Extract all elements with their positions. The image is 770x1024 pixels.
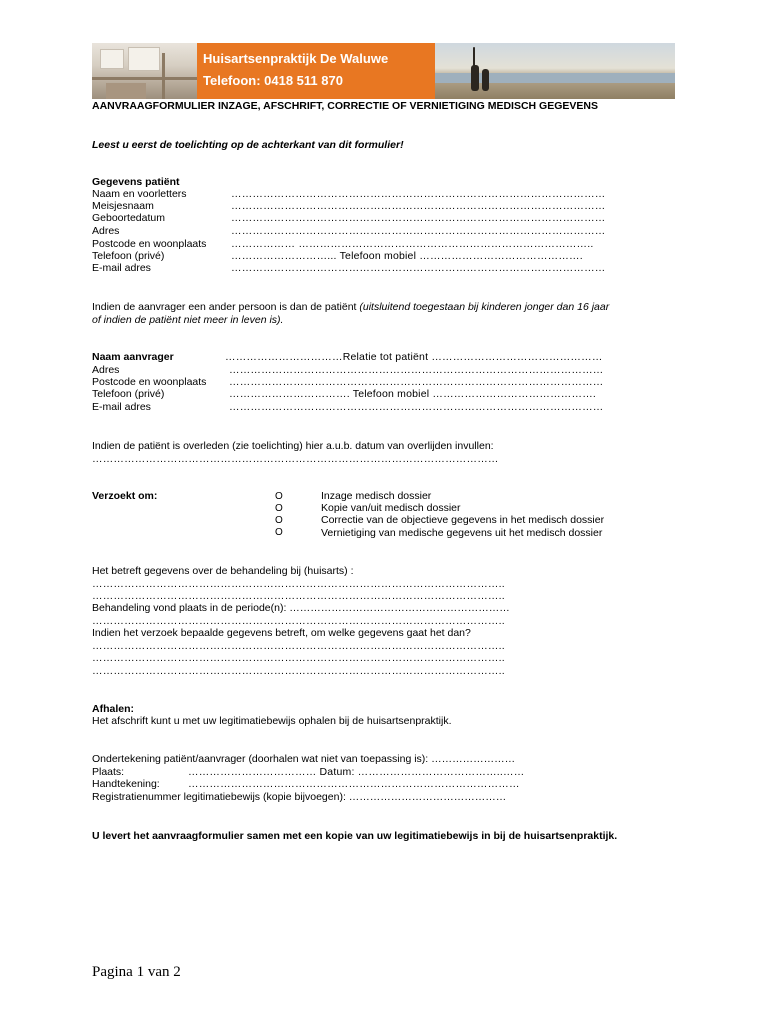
other-person-note: Indien de aanvrager een ander persoon is dan de patiënt (uitsluitend toegestaan bij kinderen jonger dan 16 jaar bbox=[92, 301, 610, 313]
treatment-line-1[interactable]: …………………………………………………………………………………………………….. bbox=[92, 578, 505, 590]
requester-address-field[interactable]: …………………………………………………………………………………………… bbox=[229, 364, 604, 376]
option-destruction: Vernietiging van medische gegevens uit het medisch dossier bbox=[321, 527, 603, 539]
patient-name-field[interactable]: …………………………………………………………………………………………… bbox=[231, 188, 606, 200]
form-title: AANVRAAGFORMULIER INZAGE, AFSCHRIFT, CORRECTIE OF VERNIETIGING MEDISCH GEGEVENS bbox=[92, 100, 598, 112]
which-data-line-1[interactable]: …………………………………………………………………………………………………….. bbox=[92, 640, 505, 652]
signature-field[interactable]: ………………………………………………………………………………… bbox=[188, 778, 520, 790]
requester-label-phone: Telefoon (privé) bbox=[92, 388, 165, 400]
intro-note: Leest u eerst de toelichting op de achterkant van dit formulier! bbox=[92, 139, 404, 151]
place-label: Plaats: bbox=[92, 766, 125, 778]
requester-phone-field[interactable]: ……………………………. Telefoon mobiel ………………………………………. bbox=[229, 388, 597, 400]
patient-postcode-field[interactable]: ……………… ……………………………………………………………………….. bbox=[231, 238, 594, 250]
page-number: Pagina 1 van 2 bbox=[92, 964, 181, 980]
requester-label-email: E-mail adres bbox=[92, 401, 151, 413]
closing-note: U levert het aanvraagformulier samen met een kopie van uw legitimatiebewijs in bij de huisartsenpraktijk. bbox=[92, 830, 618, 842]
patient-maiden-name-field[interactable]: …………………………………………………………………………………………… bbox=[231, 200, 606, 212]
practice-phone: Telefoon: 0418 511 870 bbox=[203, 73, 343, 88]
treatment-line-3[interactable]: …………………………………………………………………………………………………….. bbox=[92, 615, 505, 627]
river-landscape-photo bbox=[435, 43, 675, 99]
signature-label: Handtekening: bbox=[92, 778, 160, 790]
which-data-question: Indien het verzoek bepaalde gegevens betreft, om welke gegevens gaat het dan? bbox=[92, 627, 471, 639]
practice-interior-photo bbox=[92, 43, 197, 99]
label-phone: Telefoon (privé) bbox=[92, 250, 165, 262]
other-person-note-cont: of indien de patiënt niet meer in leven is). bbox=[92, 314, 284, 326]
label-name: Naam en voorletters bbox=[92, 188, 187, 200]
option-circle-4[interactable]: O bbox=[275, 527, 283, 538]
requester-email-field[interactable]: …………………………………………………………………………………………… bbox=[229, 401, 604, 413]
patient-address-field[interactable]: …………………………………………………………………………………………… bbox=[231, 225, 606, 237]
patient-heading: Gegevens patiënt bbox=[92, 176, 180, 188]
request-heading: Verzoekt om: bbox=[92, 490, 158, 502]
treatment-period[interactable]: Behandeling vond plaats in de periode(n): ……………………………………………………… bbox=[92, 602, 510, 614]
id-number-field[interactable]: Registratienummer legitimatiebewijs (kopie bijvoegen): ……………………………………… bbox=[92, 791, 507, 803]
header-banner bbox=[92, 43, 675, 99]
option-copy: Kopie van/uit medisch dossier bbox=[321, 502, 461, 514]
banner-title-block bbox=[197, 43, 435, 99]
label-address: Adres bbox=[92, 225, 120, 237]
which-data-line-3[interactable]: …………………………………………………………………………………………………….. bbox=[92, 665, 505, 677]
label-birthdate: Geboortedatum bbox=[92, 212, 165, 224]
option-circle-1[interactable]: O bbox=[275, 491, 283, 502]
label-email: E-mail adres bbox=[92, 262, 151, 274]
date-of-death-field[interactable]: …………………………………………………………………………………………………… bbox=[92, 453, 499, 465]
option-circle-2[interactable]: O bbox=[275, 503, 283, 514]
treatment-line-2[interactable]: …………………………………………………………………………………………………….. bbox=[92, 590, 505, 602]
option-inspection: Inzage medisch dossier bbox=[321, 490, 432, 502]
practice-name: Huisartsenpraktijk De Waluwe bbox=[203, 51, 389, 66]
requester-label-postcode: Postcode en woonplaats bbox=[92, 376, 207, 388]
patient-phone-field[interactable]: ………………………... Telefoon mobiel ………………………………………. bbox=[231, 250, 583, 262]
patient-email-field[interactable]: …………………………………………………………………………………………… bbox=[231, 262, 606, 274]
treatment-note: Het betreft gegevens over de behandeling bij (huisarts) : bbox=[92, 565, 354, 577]
option-circle-3[interactable]: O bbox=[275, 515, 283, 526]
label-postcode: Postcode en woonplaats bbox=[92, 238, 207, 250]
label-maiden-name: Meisjesnaam bbox=[92, 200, 154, 212]
requester-name-relation-field[interactable]: ……………………………Relatie tot patiënt ………………………………………… bbox=[225, 351, 603, 363]
signature-statement[interactable]: Ondertekening patiënt/aanvrager (doorhalen wat niet van toepassing is): …………………… bbox=[92, 753, 516, 765]
requester-postcode-field[interactable]: …………………………………………………………………………………………… bbox=[229, 376, 604, 388]
requester-label-address: Adres bbox=[92, 364, 120, 376]
pickup-heading: Afhalen: bbox=[92, 703, 134, 715]
pickup-text: Het afschrift kunt u met uw legitimatiebewijs ophalen bij de huisartsenpraktijk. bbox=[92, 715, 452, 727]
which-data-line-2[interactable]: …………………………………………………………………………………………………….. bbox=[92, 652, 505, 664]
option-correction: Correctie van de objectieve gegevens in het medisch dossier bbox=[321, 514, 605, 526]
patient-birthdate-field[interactable]: …………………………………………………………………………………………… bbox=[231, 212, 606, 224]
deceased-note: Indien de patiënt is overleden (zie toelichting) hier a.u.b. datum van overlijden invullen: bbox=[92, 440, 494, 452]
place-date-field[interactable]: ……………………………… Datum: …………………………………..…… bbox=[188, 766, 525, 778]
requester-heading: Naam aanvrager bbox=[92, 351, 174, 363]
